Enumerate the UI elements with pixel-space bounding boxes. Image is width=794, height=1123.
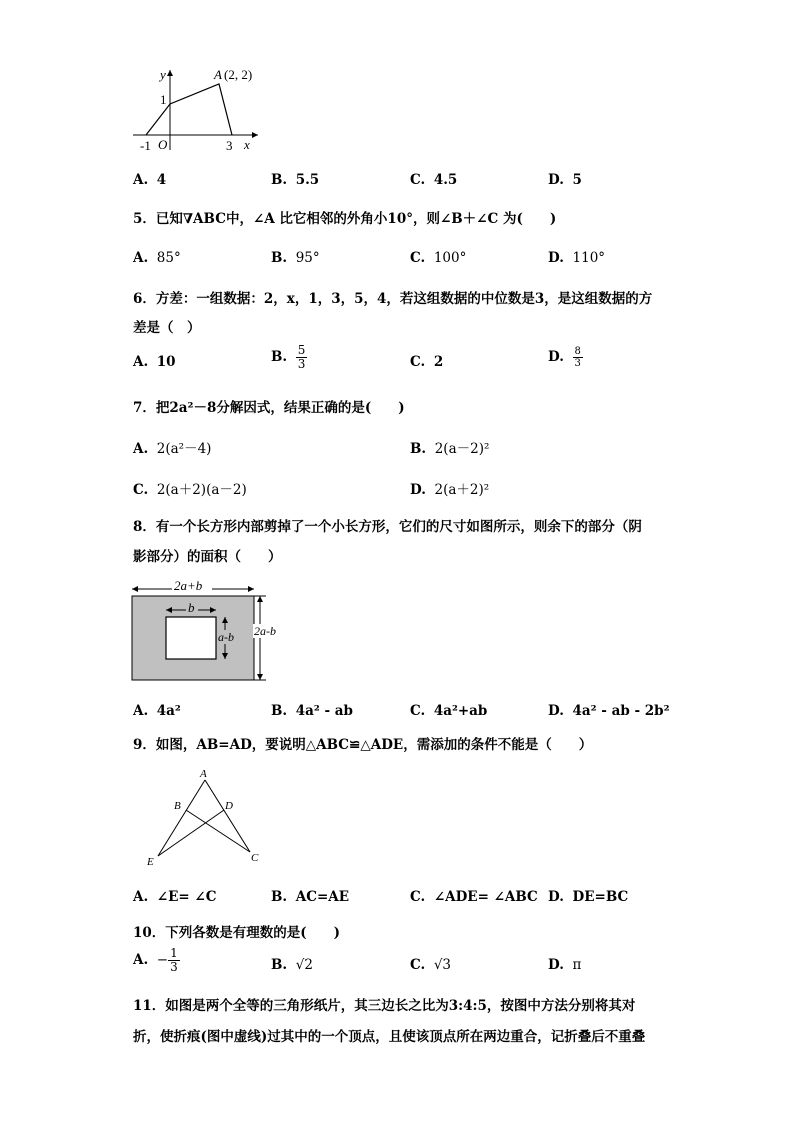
q7-option-a[interactable]: A. 2(a²－4) — [133, 441, 212, 457]
q6-stem-line2: 差是（ ） — [133, 320, 201, 336]
q4-option-b[interactable]: B. 5.5 — [271, 172, 320, 188]
q7-option-c[interactable]: C. 2(a＋2)(a－2) — [133, 482, 247, 498]
q5-option-b[interactable]: B. 95° — [271, 250, 320, 266]
point-a-label: A — [214, 67, 222, 82]
q6-stem-line1: 6．方差：一组数据：2，x，1，3，5，4，若这组数据的中位数是3，是这组数据的方 — [133, 291, 653, 307]
origin-label: O — [158, 137, 168, 152]
q7-stem: 7．把2a²－8分解因式，结果正确的是( ) — [133, 400, 405, 416]
dim-inner-right-label: a-b — [218, 630, 234, 644]
q5-option-a[interactable]: A. 85° — [133, 250, 181, 266]
fraction: $\frac{5}{3}$ — [297, 343, 306, 372]
vertex-e-label: E — [147, 856, 154, 868]
q9-triangle-figure — [140, 765, 270, 870]
tick-1-y: 1 — [160, 92, 167, 107]
q11-stem-line1: 11．如图是两个全等的三角形纸片，其三边长之比为3:4:5，按图中方法分别将其对 — [133, 998, 636, 1014]
y-axis-label: y — [160, 67, 166, 82]
point-a-coord: (2, 2) — [224, 67, 253, 82]
q4-option-a[interactable]: A. 4 — [133, 172, 167, 188]
q5-option-c[interactable]: C. 100° — [410, 250, 467, 266]
q5-stem: 5．已知∇ABC中，∠A 比它相邻的外角小10°，则∠B＋∠C 为( ) — [133, 211, 557, 227]
q4-option-d[interactable]: D. 5 — [548, 172, 582, 188]
q9-stem: 9．如图，AB=AD，要说明△ABC≌△ADE，需添加的条件不能是（ ） — [133, 737, 593, 753]
tick-3-x: 3 — [226, 138, 233, 153]
q8-stem-line1: 8．有一个长方形内部剪掉了一个小长方形，它们的尺寸如图所示，则余下的部分（阴 — [133, 519, 642, 535]
q6-option-a[interactable]: A. 10 — [133, 354, 176, 370]
q5-option-d[interactable]: D. 110° — [548, 250, 606, 266]
q10-option-b[interactable]: B. √2 — [271, 957, 313, 973]
q6-option-d[interactable]: D. $\frac{8}{3}$ — [548, 346, 581, 369]
dim-top-label: 2a+b — [174, 578, 203, 593]
q4-coordinate-figure — [128, 62, 278, 157]
vertex-c-label: C — [251, 852, 259, 864]
vertex-a-label: A — [200, 768, 207, 780]
q11-stem-line2: 折，使折痕(图中虚线)过其中的一个顶点，且使该顶点所在两边重合，记折叠后不重叠 — [133, 1029, 646, 1045]
q10-stem: 10．下列各数是有理数的是( ) — [133, 925, 341, 941]
fraction: $\frac{8}{3}$ — [574, 346, 581, 369]
q9-option-a[interactable]: A. ∠E= ∠C — [133, 889, 217, 905]
q7-option-d[interactable]: D. 2(a＋2)² — [410, 482, 490, 498]
vertex-d-label: D — [225, 800, 233, 812]
q8-option-d[interactable]: D. 4a² - ab - 2b² — [548, 703, 670, 719]
tick-neg1-x: -1 — [140, 138, 151, 153]
q9-option-b[interactable]: B. AC=AE — [271, 889, 350, 905]
fraction: $\frac{1}{3}$ — [170, 946, 178, 975]
vertex-b-label: B — [174, 800, 181, 812]
q8-rectangle-figure — [128, 575, 288, 690]
q9-option-d[interactable]: D. DE=BC — [548, 889, 629, 905]
q6-option-c[interactable]: C. 2 — [410, 354, 444, 370]
q4-option-c[interactable]: C. 4.5 — [410, 172, 458, 188]
q9-option-c[interactable]: C. ∠ADE= ∠ABC — [410, 889, 538, 905]
q8-option-a[interactable]: A. 4a² — [133, 703, 181, 719]
dim-inner-top-label: b — [188, 600, 195, 615]
dim-right-label: 2a-b — [254, 624, 276, 638]
q10-option-a[interactable]: A. − $\frac{1}{3}$ — [133, 946, 178, 975]
q8-option-b[interactable]: B. 4a² - ab — [271, 703, 353, 719]
q10-option-c[interactable]: C. √3 — [410, 957, 452, 973]
x-axis-label: x — [244, 137, 250, 152]
q6-option-b[interactable]: B. $\frac{5}{3}$ — [271, 343, 306, 372]
q8-stem-line2: 影部分）的面积（ ） — [133, 549, 282, 565]
q10-option-d[interactable]: D. π — [548, 957, 582, 973]
q7-option-b[interactable]: B. 2(a－2)² — [410, 441, 490, 457]
q8-option-c[interactable]: C. 4a²+ab — [410, 703, 488, 719]
